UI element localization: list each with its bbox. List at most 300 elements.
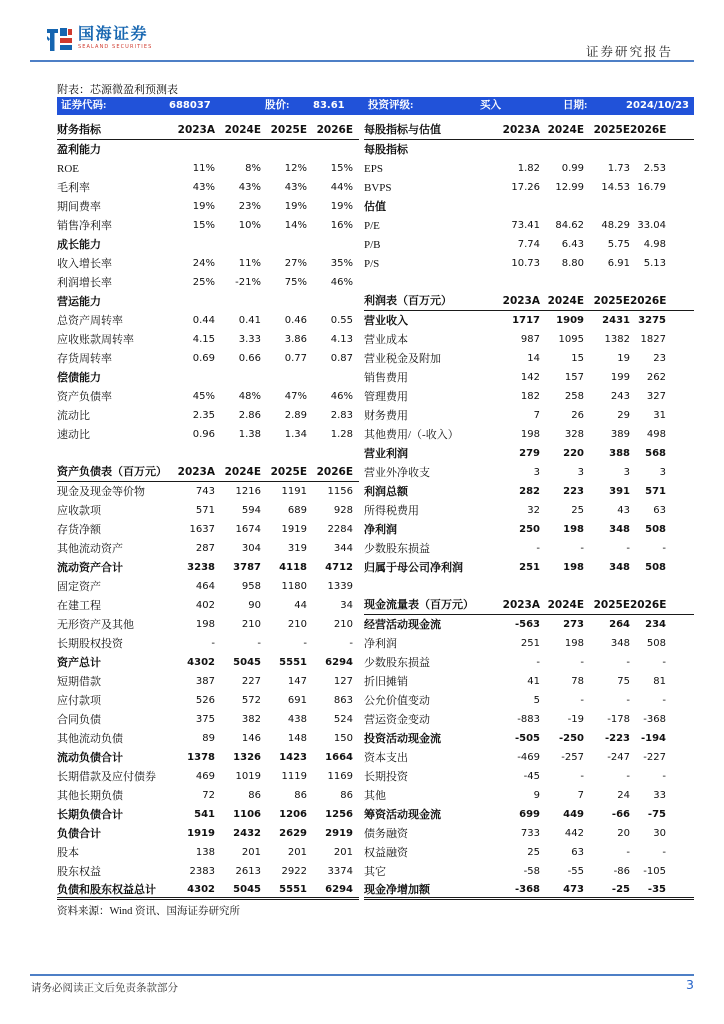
cell-value: 3 bbox=[623, 466, 630, 478]
cell-value: 3.86 bbox=[284, 333, 307, 345]
row-label: 长期负债合计 bbox=[57, 808, 123, 821]
table-row bbox=[364, 178, 694, 197]
brand-subtitle: SEALAND SECURITIES bbox=[78, 44, 153, 50]
table-row bbox=[364, 501, 694, 520]
table-row bbox=[57, 501, 359, 520]
cell-value: 1664 bbox=[325, 751, 353, 763]
table-row bbox=[57, 729, 359, 748]
cell-value: 63 bbox=[571, 846, 584, 858]
row-label: 净利润 bbox=[364, 637, 397, 650]
row-label: 收入增长率 bbox=[57, 257, 112, 270]
cell-value: 2431 bbox=[602, 314, 630, 326]
row-label: 营运能力 bbox=[57, 295, 101, 308]
table-row bbox=[364, 235, 694, 254]
column-year: 2025E bbox=[270, 466, 307, 478]
table-row bbox=[57, 748, 359, 767]
row-label: 其他 bbox=[364, 789, 386, 802]
cell-value: 5551 bbox=[279, 884, 307, 895]
column-year: 2026E bbox=[630, 599, 667, 611]
table-row bbox=[57, 862, 359, 881]
cell-value: 524 bbox=[333, 713, 353, 725]
row-label: 所得税费用 bbox=[364, 504, 419, 517]
cell-value: 220 bbox=[563, 447, 584, 459]
table-row bbox=[364, 216, 694, 235]
row-label: 期间费率 bbox=[57, 200, 101, 213]
cell-value: 4118 bbox=[279, 561, 307, 573]
forecast-tables bbox=[57, 121, 694, 900]
row-label: 资产总计 bbox=[57, 656, 101, 669]
table-row bbox=[364, 482, 694, 501]
cell-value: 473 bbox=[563, 884, 584, 895]
cell-value: 31 bbox=[653, 409, 666, 421]
cell-value: 48.29 bbox=[601, 219, 630, 231]
cell-value: 2919 bbox=[325, 827, 353, 839]
cell-value: -178 bbox=[607, 713, 630, 725]
table-row bbox=[57, 444, 359, 463]
cell-value: 1827 bbox=[640, 333, 666, 345]
cell-value: - bbox=[662, 542, 666, 554]
cell-value: 14% bbox=[284, 219, 307, 231]
cell-value: 19% bbox=[192, 200, 215, 212]
cell-value: 1206 bbox=[279, 808, 307, 820]
cell-value: 699 bbox=[519, 808, 540, 820]
table-row bbox=[57, 881, 359, 900]
column-year: 2024E bbox=[547, 599, 584, 611]
row-label: 其它 bbox=[364, 865, 386, 878]
cell-value: 733 bbox=[520, 827, 540, 839]
column-year: 2023A bbox=[502, 599, 540, 611]
cell-value: - bbox=[349, 637, 353, 649]
cell-value: 30 bbox=[653, 827, 666, 839]
cell-value: 25% bbox=[192, 276, 215, 288]
row-label: 短期借款 bbox=[57, 675, 101, 688]
row-label: 流动资产合计 bbox=[57, 561, 123, 574]
cell-value: 258 bbox=[564, 390, 584, 402]
cell-value: - bbox=[580, 656, 584, 668]
row-label: 资产负债表（百万元） bbox=[57, 466, 167, 478]
cell-value: -25 bbox=[611, 884, 630, 895]
table-row bbox=[364, 805, 694, 824]
table-row bbox=[57, 843, 359, 862]
table-row bbox=[364, 539, 694, 558]
table-row bbox=[364, 634, 694, 653]
cell-value: - bbox=[662, 846, 666, 858]
cell-value: 16.79 bbox=[637, 181, 666, 193]
report-type-label: 证券研究报告 bbox=[585, 45, 673, 59]
cell-value: 198 bbox=[563, 561, 584, 573]
cell-value: 1106 bbox=[233, 808, 261, 820]
cell-value: 15% bbox=[192, 219, 215, 231]
sealand-logo-icon bbox=[46, 26, 72, 54]
cell-value: 1.38 bbox=[238, 428, 261, 440]
column-year: 2024E bbox=[224, 466, 261, 478]
row-label: 少数股东损益 bbox=[364, 656, 430, 669]
cell-value: 6.43 bbox=[561, 238, 584, 250]
row-label: 负债和股东权益总计 bbox=[57, 884, 156, 896]
row-label: 现金及现金等价物 bbox=[57, 485, 145, 498]
cell-value: 1095 bbox=[558, 333, 584, 345]
cell-value: -368 bbox=[514, 884, 540, 895]
cell-value: 402 bbox=[195, 599, 215, 611]
cell-value: 1.28 bbox=[330, 428, 353, 440]
row-label: 其他流动负债 bbox=[57, 732, 123, 745]
cell-value: 498 bbox=[646, 428, 666, 440]
table-caption: 附表：芯源微盈利预测表 bbox=[57, 84, 178, 96]
cell-value: 273 bbox=[563, 618, 584, 630]
cell-value: 19% bbox=[284, 200, 307, 212]
row-label: 应收款项 bbox=[57, 504, 101, 517]
cell-value: 388 bbox=[609, 447, 630, 459]
cell-value: 391 bbox=[609, 485, 630, 497]
cell-value: 29 bbox=[617, 409, 630, 421]
cell-value: 63 bbox=[653, 504, 666, 516]
row-label: 在建工程 bbox=[57, 599, 101, 612]
cell-value: 142 bbox=[520, 371, 540, 383]
code-label: 证券代码: bbox=[61, 100, 107, 111]
cell-value: 234 bbox=[645, 618, 666, 630]
cell-value: 0.69 bbox=[192, 352, 215, 364]
table-row bbox=[364, 159, 694, 178]
table-row bbox=[364, 254, 694, 273]
row-label: 筹资活动现金流 bbox=[364, 808, 441, 821]
row-label: 营业利润 bbox=[364, 447, 408, 460]
cell-value: 0.87 bbox=[330, 352, 353, 364]
cell-value: 0.46 bbox=[284, 314, 307, 326]
row-label: 营业外净收支 bbox=[364, 466, 430, 479]
row-label: 负债合计 bbox=[57, 827, 101, 840]
table-row bbox=[364, 596, 694, 615]
cell-value: -45 bbox=[523, 770, 540, 782]
cell-value: 743 bbox=[195, 485, 215, 497]
cell-value: 2629 bbox=[279, 827, 307, 839]
table-row bbox=[57, 539, 359, 558]
cell-value: 148 bbox=[287, 732, 307, 744]
table-row bbox=[57, 425, 359, 444]
row-label: 利润表（百万元） bbox=[364, 295, 452, 307]
cell-value: 201 bbox=[333, 846, 353, 858]
cell-value: 86 bbox=[340, 789, 353, 801]
footer-divider bbox=[30, 974, 694, 976]
table-row bbox=[364, 197, 694, 216]
stock-code: 688037 bbox=[169, 100, 211, 111]
table-row bbox=[57, 482, 359, 501]
cell-value: 0.44 bbox=[192, 314, 215, 326]
cell-value: 327 bbox=[646, 390, 666, 402]
cell-value: - bbox=[536, 656, 540, 668]
cell-value: 43 bbox=[617, 504, 630, 516]
cell-value: - bbox=[580, 542, 584, 554]
row-label: 财务指标 bbox=[57, 124, 101, 136]
row-label: 股本 bbox=[57, 846, 79, 859]
cell-value: 0.77 bbox=[284, 352, 307, 364]
cell-value: 47% bbox=[284, 390, 307, 402]
row-label: 净利润 bbox=[364, 523, 397, 536]
row-label: 合同负债 bbox=[57, 713, 101, 726]
cell-value: 89 bbox=[202, 732, 215, 744]
cell-value: 2613 bbox=[235, 865, 261, 877]
cell-value: 4.15 bbox=[192, 333, 215, 345]
cell-value: 10% bbox=[238, 219, 261, 231]
cell-value: 26 bbox=[571, 409, 584, 421]
row-label: 利润增长率 bbox=[57, 276, 112, 289]
row-label: 每股指标与估值 bbox=[364, 124, 441, 136]
row-label: 财务费用 bbox=[364, 409, 408, 422]
cell-value: 1169 bbox=[327, 770, 353, 782]
rating-value: 买入 bbox=[480, 100, 501, 111]
row-label: 资产负债率 bbox=[57, 390, 112, 403]
cell-value: 25 bbox=[571, 504, 584, 516]
table-row bbox=[364, 672, 694, 691]
table-row bbox=[364, 767, 694, 786]
row-label: 股东权益 bbox=[57, 865, 101, 878]
cell-value: 8.80 bbox=[561, 257, 584, 269]
cell-value: 24 bbox=[617, 789, 630, 801]
cell-value: 198 bbox=[195, 618, 215, 630]
cell-value: 243 bbox=[610, 390, 630, 402]
row-label: 存货周转率 bbox=[57, 352, 112, 365]
cell-value: 2383 bbox=[189, 865, 215, 877]
cell-value: 44% bbox=[330, 181, 353, 193]
column-year: 2024E bbox=[547, 295, 584, 307]
stock-price: 83.61 bbox=[313, 100, 345, 111]
cell-value: 15% bbox=[330, 162, 353, 174]
table-row bbox=[57, 615, 359, 634]
cell-value: 44 bbox=[294, 599, 307, 611]
row-label: 总资产周转率 bbox=[57, 314, 123, 327]
cell-value: 382 bbox=[241, 713, 261, 725]
cell-value: 1637 bbox=[189, 523, 215, 535]
cell-value: - bbox=[211, 637, 215, 649]
cell-value: 198 bbox=[563, 523, 584, 535]
brand-logo bbox=[46, 26, 152, 54]
cell-value: - bbox=[662, 656, 666, 668]
cell-value: 1382 bbox=[604, 333, 630, 345]
cell-value: 48% bbox=[238, 390, 261, 402]
row-label: 销售净利率 bbox=[57, 219, 112, 232]
cell-value: 5045 bbox=[233, 884, 261, 895]
row-label: 管理费用 bbox=[364, 390, 408, 403]
cell-value: 15 bbox=[571, 352, 584, 364]
cell-value: 17.26 bbox=[511, 181, 540, 193]
cell-value: 251 bbox=[519, 561, 540, 573]
cell-value: 262 bbox=[646, 371, 666, 383]
row-label: 公允价值变动 bbox=[364, 694, 430, 707]
table-row bbox=[57, 273, 359, 292]
cell-value: 0.55 bbox=[330, 314, 353, 326]
column-year: 2023A bbox=[177, 466, 215, 478]
cell-value: 157 bbox=[564, 371, 584, 383]
cell-value: 1339 bbox=[327, 580, 353, 592]
column-year: 2026E bbox=[630, 295, 667, 307]
cell-value: 5.13 bbox=[643, 257, 666, 269]
cell-value: 387 bbox=[195, 675, 215, 687]
cell-value: 508 bbox=[646, 637, 666, 649]
cell-value: -368 bbox=[643, 713, 666, 725]
cell-value: 182 bbox=[520, 390, 540, 402]
data-source-note: 资料来源：Wind 资讯、国海证券研究所 bbox=[57, 906, 241, 917]
cell-value: 1909 bbox=[556, 314, 584, 326]
cell-value: 11% bbox=[192, 162, 215, 174]
cell-value: - bbox=[580, 770, 584, 782]
table-row bbox=[364, 140, 694, 159]
table-row bbox=[364, 881, 694, 900]
cell-value: 9 bbox=[533, 789, 540, 801]
cell-value: 0.41 bbox=[238, 314, 261, 326]
cell-value: 928 bbox=[333, 504, 353, 516]
table-row bbox=[57, 520, 359, 539]
table-row bbox=[364, 311, 694, 330]
row-label: 现金净增加额 bbox=[364, 884, 430, 896]
cell-value: 198 bbox=[564, 637, 584, 649]
table-row bbox=[57, 710, 359, 729]
cell-value: 73.41 bbox=[511, 219, 540, 231]
row-label: 资本支出 bbox=[364, 751, 408, 764]
row-label: BVPS bbox=[364, 181, 392, 194]
row-label: 应收账款周转率 bbox=[57, 333, 134, 346]
cell-value: 12.99 bbox=[555, 181, 584, 193]
header-divider bbox=[30, 60, 694, 62]
cell-value: 2.89 bbox=[284, 409, 307, 421]
cell-value: 84.62 bbox=[555, 219, 584, 231]
column-year: 2025E bbox=[593, 599, 630, 611]
table-row bbox=[57, 824, 359, 843]
cell-value: 19% bbox=[330, 200, 353, 212]
cell-value: -75 bbox=[647, 808, 666, 820]
row-label: 长期投资 bbox=[364, 770, 408, 783]
cell-value: 1326 bbox=[233, 751, 261, 763]
cell-value: 2284 bbox=[327, 523, 353, 535]
cell-value: 1191 bbox=[281, 485, 307, 497]
cell-value: -55 bbox=[567, 865, 584, 877]
cell-value: - bbox=[626, 846, 630, 858]
row-label: 归属于母公司净利润 bbox=[364, 561, 463, 574]
cell-value: -35 bbox=[647, 884, 666, 895]
row-label: 每股指标 bbox=[364, 143, 408, 156]
cell-value: 5045 bbox=[233, 656, 261, 668]
table-row bbox=[364, 368, 694, 387]
table-row bbox=[57, 577, 359, 596]
cell-value: 689 bbox=[287, 504, 307, 516]
row-label: P/B bbox=[364, 238, 381, 251]
cell-value: 201 bbox=[241, 846, 261, 858]
row-label: 盈利能力 bbox=[57, 143, 101, 156]
cell-value: 43% bbox=[238, 181, 261, 193]
cell-value: 2.35 bbox=[192, 409, 215, 421]
row-label: 无形资产及其他 bbox=[57, 618, 134, 631]
table-row bbox=[364, 463, 694, 482]
cell-value: - bbox=[303, 637, 307, 649]
row-label: 估值 bbox=[364, 200, 386, 213]
column-year: 2025E bbox=[593, 295, 630, 307]
row-label: 营业税金及附加 bbox=[364, 352, 441, 365]
cell-value: -66 bbox=[611, 808, 630, 820]
table-row bbox=[57, 197, 359, 216]
cell-value: 5.75 bbox=[607, 238, 630, 250]
table-row bbox=[57, 805, 359, 824]
cell-value: 1378 bbox=[187, 751, 215, 763]
cell-value: 14.53 bbox=[601, 181, 630, 193]
cell-value: 2.83 bbox=[330, 409, 353, 421]
cell-value: 3 bbox=[577, 466, 584, 478]
footer-disclaimer: 请务必阅读正文后免责条款部分 bbox=[31, 983, 178, 994]
cell-value: 25 bbox=[527, 846, 540, 858]
cell-value: 571 bbox=[195, 504, 215, 516]
cell-value: 127 bbox=[333, 675, 353, 687]
row-label: 少数股东损益 bbox=[364, 542, 430, 555]
cell-value: -257 bbox=[561, 751, 584, 763]
cell-value: 41 bbox=[527, 675, 540, 687]
cell-value: 86 bbox=[294, 789, 307, 801]
cell-value: - bbox=[626, 656, 630, 668]
cell-value: 375 bbox=[195, 713, 215, 725]
cell-value: 146 bbox=[241, 732, 261, 744]
cell-value: 541 bbox=[194, 808, 215, 820]
cell-value: 5 bbox=[533, 694, 540, 706]
cell-value: -250 bbox=[558, 732, 584, 744]
cell-value: 8% bbox=[245, 162, 261, 174]
table-row bbox=[57, 349, 359, 368]
row-label: 流动负债合计 bbox=[57, 751, 123, 764]
table-row bbox=[364, 444, 694, 463]
cell-value: 348 bbox=[610, 637, 630, 649]
table-row bbox=[364, 387, 694, 406]
page-number: 3 bbox=[686, 977, 694, 992]
table-row bbox=[364, 406, 694, 425]
table-row bbox=[57, 368, 359, 387]
cell-value: 958 bbox=[241, 580, 261, 592]
cell-value: 72 bbox=[202, 789, 215, 801]
table-row bbox=[364, 824, 694, 843]
row-label: 经营活动现金流 bbox=[364, 618, 441, 631]
table-row bbox=[57, 634, 359, 653]
table-row bbox=[57, 672, 359, 691]
cell-value: 449 bbox=[563, 808, 584, 820]
cell-value: 304 bbox=[241, 542, 261, 554]
cell-value: 1019 bbox=[235, 770, 261, 782]
row-label: 销售费用 bbox=[364, 371, 408, 384]
cell-value: 138 bbox=[195, 846, 215, 858]
cell-value: 11% bbox=[238, 257, 261, 269]
cell-value: 328 bbox=[564, 428, 584, 440]
cell-value: 23 bbox=[653, 352, 666, 364]
cell-value: 6.91 bbox=[607, 257, 630, 269]
cell-value: 594 bbox=[241, 504, 261, 516]
cell-value: 442 bbox=[564, 827, 584, 839]
cell-value: 1919 bbox=[281, 523, 307, 535]
table-row bbox=[364, 349, 694, 368]
cell-value: 568 bbox=[645, 447, 666, 459]
cell-value: 227 bbox=[241, 675, 261, 687]
cell-value: 199 bbox=[610, 371, 630, 383]
row-label: 债务融资 bbox=[364, 827, 408, 840]
cell-value: 1423 bbox=[279, 751, 307, 763]
table-row bbox=[57, 292, 359, 311]
cell-value: 319 bbox=[287, 542, 307, 554]
cell-value: - bbox=[257, 637, 261, 649]
cell-value: 20 bbox=[617, 827, 630, 839]
cell-value: 4712 bbox=[325, 561, 353, 573]
cell-value: 1919 bbox=[187, 827, 215, 839]
cell-value: 32 bbox=[527, 504, 540, 516]
cell-value: 691 bbox=[287, 694, 307, 706]
cell-value: 250 bbox=[519, 523, 540, 535]
cell-value: 34 bbox=[340, 599, 353, 611]
column-year: 2026E bbox=[630, 124, 667, 136]
cell-value: -86 bbox=[613, 865, 630, 877]
cell-value: 2.53 bbox=[643, 162, 666, 174]
cell-value: -227 bbox=[643, 751, 666, 763]
table-row bbox=[364, 425, 694, 444]
